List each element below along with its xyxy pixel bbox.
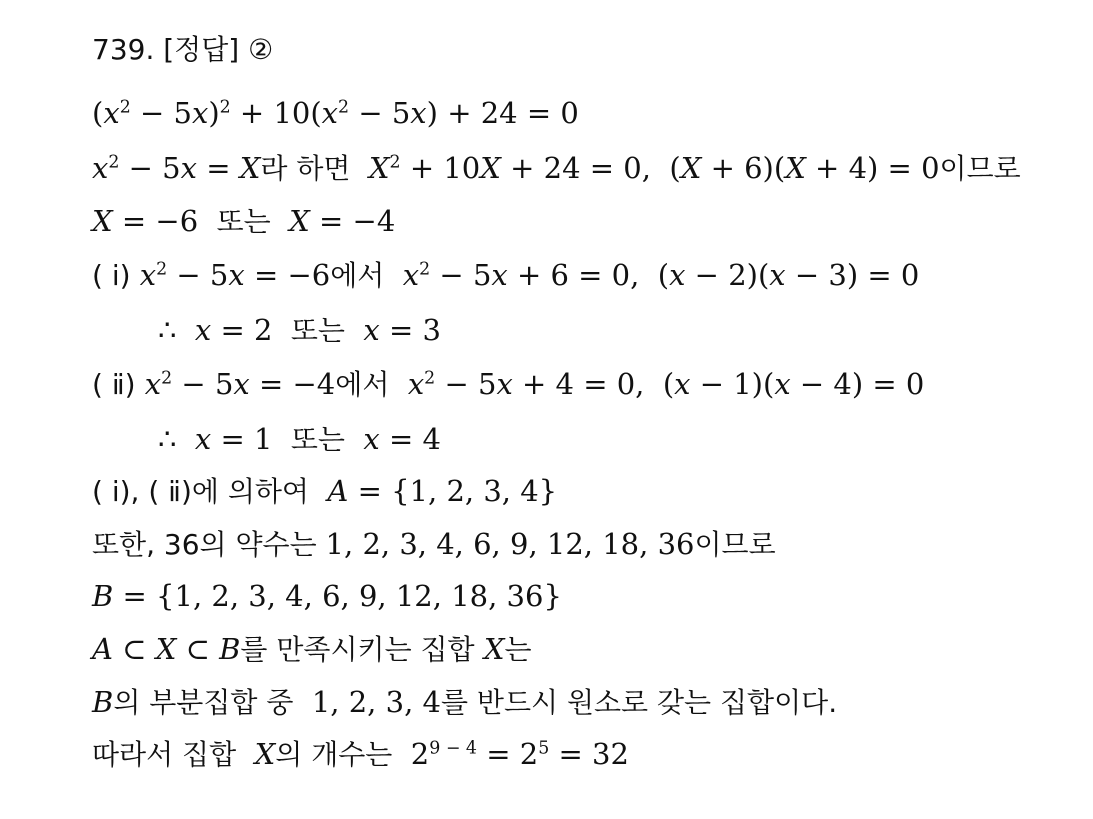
divisor-value: 6, <box>322 579 359 613</box>
x-solutions: X = −6 또는 X = −4 <box>92 204 396 238</box>
set-b-line: B = {1, 2, 3, 4, 6, 9, 12, 18, 36} <box>92 579 562 613</box>
divisor-value: 4, <box>436 527 474 561</box>
problem-number: 739. <box>92 33 155 66</box>
answer-header <box>92 30 273 70</box>
divisor-value: 36 <box>506 579 544 613</box>
equation-1: $(x^2 - 5x)^2 + 10(x^2 - 5x) + 24 = 0$ <box>92 96 579 130</box>
divisor-list <box>326 527 695 561</box>
divisors-line <box>92 524 776 565</box>
by-cases-text: ( ⅰ), ( ⅱ)에 의하여 <box>92 475 309 508</box>
b-subset-text: 의 부분집합 중 <box>113 686 294 719</box>
or-text: 또는 <box>290 314 345 347</box>
case-i-result: ∴ x = 2 또는 x = 3 <box>158 313 441 347</box>
imeuro-text: 이므로 <box>694 528 776 561</box>
condition-text: 를 만족시키는 집합 <box>240 633 475 666</box>
divisor-value: 9, <box>358 579 396 613</box>
divisors-intro: 36의 약수는 <box>163 528 317 561</box>
final-count: 따라서 집합 X의 개수는 $2^{9 - 4} = 2^5 = 32$ <box>92 737 629 771</box>
rak-text: 라 하면 <box>260 152 351 185</box>
imeuro-text: 이므로 <box>939 152 1021 185</box>
substitution-line: $x^2 - 5x = X$라 하면 $X^2 + 10X + 24 = 0$, (X + 6)(X + 4) = 0이므로 <box>92 151 1021 185</box>
divisor-value: 3, <box>248 579 286 613</box>
divisor-value: 1, <box>325 527 363 561</box>
divisor-value: 3, <box>399 527 437 561</box>
therefore-word: 따라서 집합 <box>92 738 237 771</box>
count-word: 의 개수는 <box>275 738 393 771</box>
divisor-value: 1, <box>174 579 212 613</box>
case-i-line: ( ⅰ) $x^2 - 5x = -6$에서 $x^2 - 5x + 6 = 0$, (x − 2)(x − 3) = 0 <box>92 258 920 292</box>
divisor-value: 18, <box>602 527 658 561</box>
or-text: 또는 <box>290 423 345 456</box>
subset-description: B의 부분집합 중 1, 2, 3, 4를 반드시 원소로 갖는 집합이다. <box>92 685 838 719</box>
answer-label: [정답] <box>163 33 240 66</box>
divisor-value: 6, <box>473 527 510 561</box>
divisor-value: 4, <box>285 579 323 613</box>
set-a-line: ( ⅰ), ( ⅱ)에 의하여 A = {1, 2, 3, 4} <box>92 474 558 508</box>
answer-choice: ② <box>248 33 274 66</box>
case-ii-line: ( ⅱ) $x^2 - 5x = -4$에서 $x^2 - 5x + 4 = 0$, (x − 1)(x − 4) = 0 <box>92 367 925 401</box>
case-i-label: ( ⅰ) <box>92 259 131 292</box>
case-ii-result: ∴ x = 1 또는 x = 4 <box>158 422 441 456</box>
set-b-elements <box>175 579 544 613</box>
eseo-text: 에서 <box>330 259 385 292</box>
or-text: 또는 <box>216 205 271 238</box>
neun-text: 는 <box>504 633 532 666</box>
therefore-symbol: ∴ <box>158 313 177 347</box>
divisor-value: 12, <box>395 579 452 613</box>
subset-condition: A ⊂ X ⊂ B를 만족시키는 집합 X는 <box>92 632 532 666</box>
divisor-value: 2, <box>362 527 400 561</box>
also-text: 또한, <box>92 528 155 561</box>
eseo-text: 에서 <box>335 368 390 401</box>
case-ii-label: ( ⅱ) <box>92 368 136 401</box>
divisor-value: 18, <box>451 579 507 613</box>
therefore-symbol: ∴ <box>158 422 177 456</box>
must-contain-text: 를 반드시 원소로 갖는 집합이다. <box>440 686 838 719</box>
divisor-value: 9, <box>510 527 547 561</box>
divisor-value: 12, <box>546 527 603 561</box>
divisor-value: 2, <box>211 579 249 613</box>
divisor-value: 36 <box>657 527 695 561</box>
